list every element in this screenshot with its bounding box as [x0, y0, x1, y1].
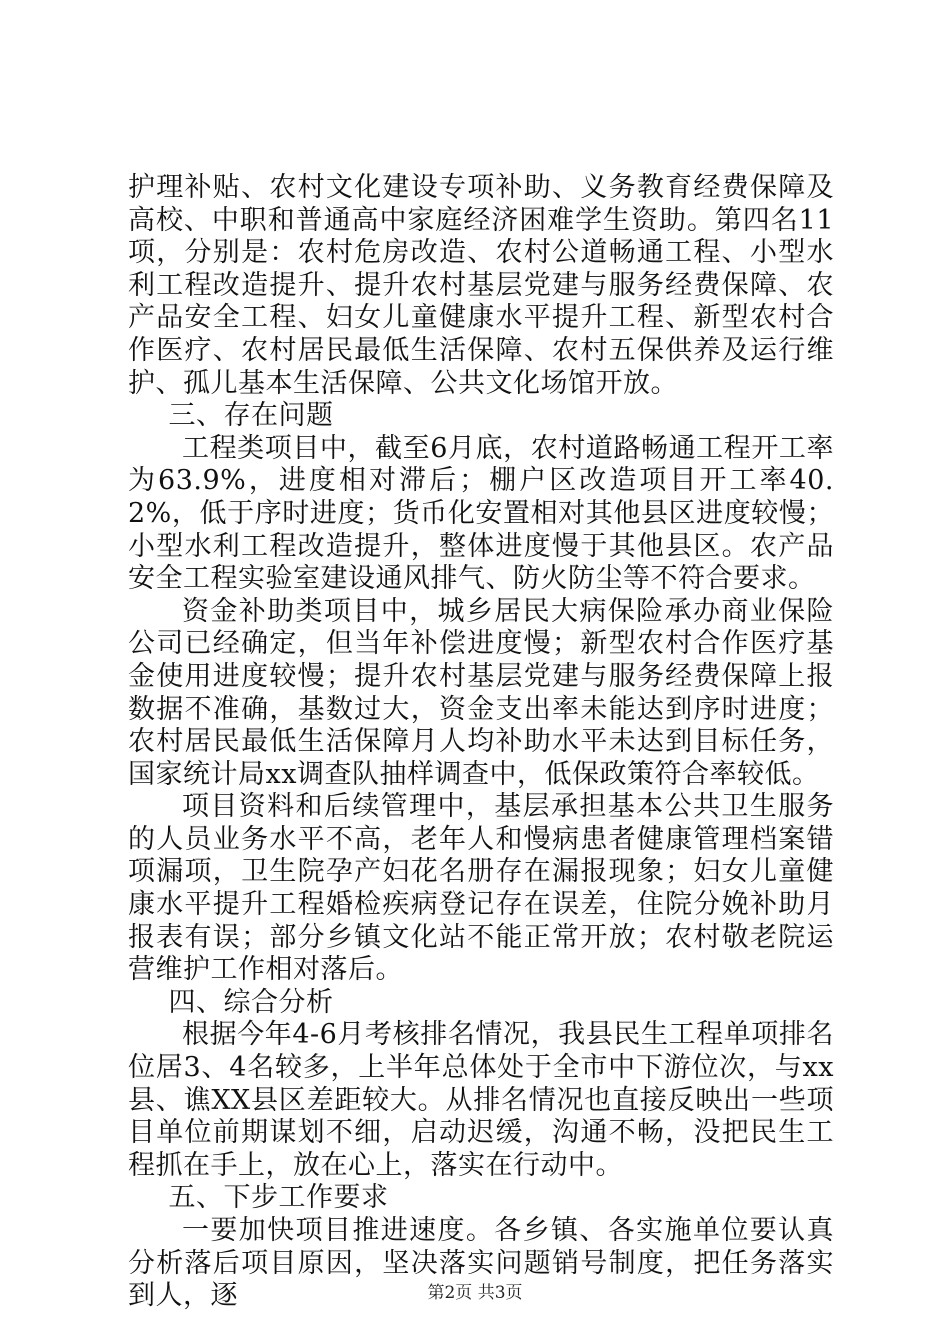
paragraph-continuation: 护理补贴、农村文化建设专项补助、义务教育经费保障及高校、中职和普通高中家庭经济困难学生资助。第四名11项，分别是：农村危房改造、农村公道畅通工程、小型水利工程改造提升、提升农村基层党建与服务经费保障、农产品安全工程、妇女儿童健康水平提升工程、新型农村合作医疗、农村居民最低生活保障、农村五保供养及运行维护、孤儿基本生活保障、公共文化场馆开放。 — [128, 172, 834, 399]
section-heading-analysis: 四、综合分析 — [168, 986, 334, 1018]
page-number-footer: 第2页 共3页 — [427, 1283, 523, 1303]
paragraph-ranking-analysis: 根据今年4-6月考核排名情况，我县民生工程单项排名位居3、4名较多，上半年总体处于全市中下游位次，与xx县、谯XX县区差距较大。从排名情况也直接反映出一些项目单位前期谋划不细，启动迟缓，沟通不畅，没把民生工程抓在手上，放在心上，落实在行动中。 — [128, 1019, 834, 1181]
section-heading-next-steps: 五、下步工作要求 — [168, 1182, 389, 1214]
paragraph-funding-projects: 资金补助类项目中，城乡居民大病保险承办商业保险公司已经确定，但当年补偿进度慢；新型农村合作医疗基金使用进度较慢；提升农村基层党建与服务经费保障上报数据不准确，基数过大，资金支出率未能达到序时进度；农村居民最低生活保障月人均补助水平未达到目标任务，国家统计局xx调查队抽样调查中，低保政策符合率较低。 — [128, 595, 834, 790]
paragraph-project-management: 项目资料和后续管理中，基层承担基本公共卫生服务的人员业务水平不高，老年人和慢病患者健康管理档案错项漏项，卫生院孕产妇花名册存在漏报现象；妇女儿童健康水平提升工程婚检疾病登记存在误差，住院分娩补助月报表有误；部分乡镇文化站不能正常开放；农村敬老院运营维护工作相对落后。 — [128, 791, 834, 986]
paragraph-engineering-projects: 工程类项目中，截至6月底，农村道路畅通工程开工率为63.9%，进度相对滞后；棚户区改造项目开工率40.2%，低于序时进度；货币化安置相对其他县区进度较慢；小型水利工程改造提升，整体进度慢于其他县区。农产品安全工程实验室建设通风排气、防火防尘等不符合要求。 — [128, 432, 834, 595]
section-heading-problems: 三、存在问题 — [168, 400, 334, 432]
document-body — [128, 172, 834, 1313]
paragraph-speed-up-projects: 一要加快项目推进速度。各乡镇、各实施单位要认真分析落后项目原因，坚决落实问题销号制度，把任务落实到人，逐 — [128, 1215, 834, 1312]
